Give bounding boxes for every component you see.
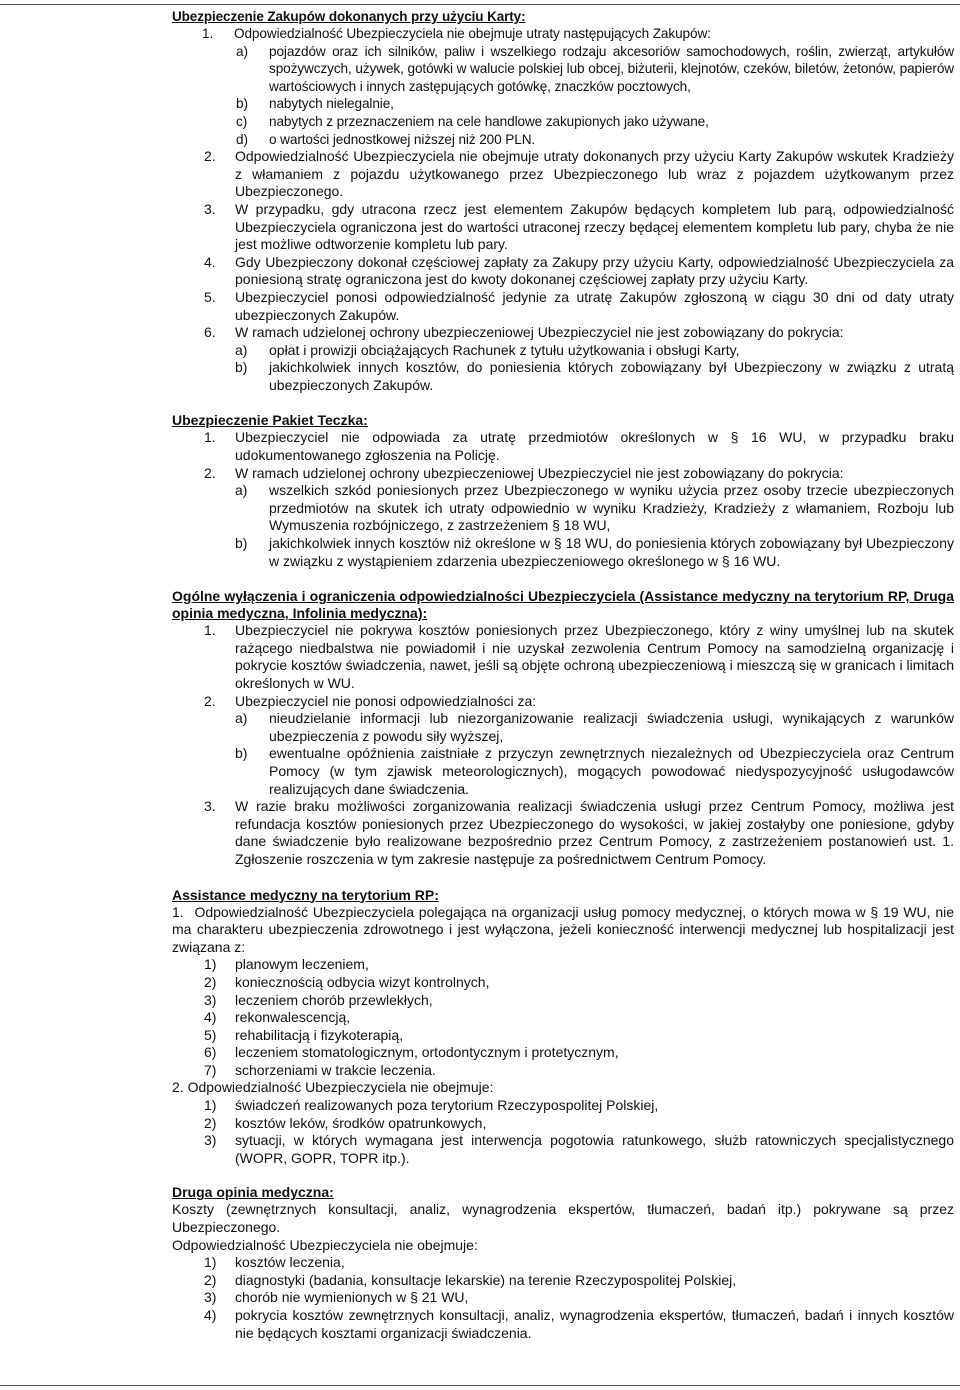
- list-item: [172, 1044, 954, 1062]
- item-text: kosztów leczenia,: [235, 1254, 345, 1271]
- item-number: 1.: [204, 429, 216, 446]
- item-number: 4.: [204, 253, 216, 270]
- list-item: [172, 974, 954, 992]
- item-text: W przypadku, gdy utracona rzecz jest elementem Zakupów będących kompletem lub parą, odpowiedzialność Ubezpieczyciela ograniczona jest do wartości utraconej rzeczy będącej elementem kompletu lub pary, chyba że nie jest możliwe odtworzenie kompletu lub pary.: [235, 200, 954, 253]
- sub-item-text: jakichkolwiek innych kosztów, do poniesienia których zobowiązany był Ubezpieczony w związku z utratą ubezpieczonych Zakupów.: [269, 359, 954, 393]
- item-number: 3.: [204, 200, 216, 217]
- spacer: [172, 570, 954, 588]
- item-number: 1.: [204, 622, 216, 639]
- list-item: [172, 201, 954, 254]
- list-item: [172, 324, 954, 342]
- list-item: [172, 1062, 954, 1080]
- item-text: rehabilitacją i fizykoterapią,: [235, 1026, 404, 1043]
- sub-item-marker: b): [235, 359, 248, 376]
- sub-item-marker: a): [235, 341, 248, 358]
- sub-item-text: nieudzielanie informacji lub niezorganizowanie realizacji świadczenia usługi, wynikających z warunków ubezpieczenia z powodu siły wyższej,: [269, 710, 954, 744]
- top-rule: [0, 4, 960, 5]
- sub-item: [172, 131, 954, 149]
- sub-item-marker: b): [236, 96, 248, 112]
- item-number: 4): [204, 1009, 217, 1026]
- sub-item: [172, 535, 954, 570]
- list-item: [172, 622, 954, 692]
- item-text: sytuacji, w których wymagana jest interwencja pogotowia ratunkowego, służb ratowniczych specjalistycznego (WOPR, GOPR, TOPR itp.).: [235, 1132, 954, 1166]
- sub-item-text: o wartości jednostkowej niższej niż 200 PLN.: [269, 131, 536, 147]
- item-number: 2): [204, 1271, 217, 1288]
- list-item: [172, 254, 954, 289]
- item-number: 1): [204, 1254, 217, 1271]
- sub-item: [172, 745, 954, 798]
- item-number: 2.: [204, 692, 216, 709]
- sub-item-text: ewentualne opóźnienia zaistniałe z przyczyn zewnętrznych niezależnych od Ubezpieczyciela oraz Centrum Pomocy (w tym zjawisk meteorologicznych), mogących powodować niedyspozycyjność usługodawców realizujących dane świadczenia.: [269, 745, 954, 797]
- section-zakupy: [172, 8, 954, 148]
- item-text: W ramach udzielonej ochrony ubezpieczeniowej Ubezpieczyciel nie jest zobowiązany do pokrycia:: [235, 324, 844, 341]
- paragraph: Koszty (zewnętrznych konsultacji, analiz, wynagrodzenia ekspertów, tłumaczeń, badań itp.) pokrywane są przez Ubezpieczonego.: [172, 1201, 954, 1236]
- list-item: [172, 1307, 954, 1342]
- item-text: Odpowiedzialność Ubezpieczyciela nie obejmuje utraty następujących Zakupów:: [234, 26, 711, 41]
- item-text: Ubezpieczyciel nie odpowiada za utratę przedmiotów określonych w § 16 WU, w przypadku braku udokumentowanego zgłoszenia na Policję.: [235, 429, 954, 464]
- sub-item-text: nabytych z przeznaczeniem na cele handlowe zakupionych jako używane,: [269, 113, 709, 129]
- list-item: [172, 25, 954, 43]
- section-title: Ubezpieczenie Pakiet Teczka:: [172, 412, 368, 429]
- list-item: [172, 1009, 954, 1027]
- list-item: [172, 992, 954, 1010]
- item-text: Ubezpieczyciel ponosi odpowiedzialność jedynie za utratę Zakupów zgłoszoną w ciągu 30 dni od daty utraty ubezpieczonych Zakupów.: [235, 288, 954, 323]
- item-text: schorzeniami w trakcie leczenia.: [235, 1061, 436, 1078]
- bottom-rule: [0, 1385, 960, 1386]
- section-zakupy-continued: [172, 148, 954, 1342]
- paragraph: [172, 1079, 954, 1097]
- list-item: [172, 798, 954, 868]
- sub-item-text: wszelkich szkód poniesionych przez Ubezpieczonego w wyniku użycia przez osoby trzecie ubezpieczonych przedmiotów na skutek ich utraty odpowiednio w wyniku Kradzieży, Kradzieży z włamaniem, Rozboju lub Wymuszenia rozbójniczego, z zastrzeżeniem § 18 WU,: [269, 482, 954, 534]
- item-text: planowym leczeniem,: [235, 956, 369, 973]
- item-text: świadczeń realizowanych poza terytorium Rzeczypospolitej Polskiej,: [235, 1097, 659, 1114]
- item-number: 6): [204, 1044, 217, 1061]
- section-title: Ogólne wyłączenia i ograniczenia odpowiedzialności Ubezpieczyciela (Assistance medyczny na terytorium RP, Druga opinia medyczna, Infolinia medyczna):: [172, 588, 954, 622]
- item-text: Odpowiedzialność Ubezpieczyciela polegająca na organizacji usług pomocy medycznej, o których mowa w § 19 WU, nie ma charakteru ubezpieczenia zdrowotnego i jest wyłączona, jeżeli konieczność interwencji medycznej lub hospitalizacji jest związana z:: [172, 903, 954, 955]
- item-number: 2.: [204, 464, 216, 481]
- list-item: [172, 1115, 954, 1133]
- item-text: W razie braku możliwości zorganizowania realizacji świadczenia usługi przez Centrum Pomocy, możliwa jest refundacja kosztów poniesionych przez Ubezpieczonego do wysokości, w jakiej zostałyby one poniesione, gdyby dane świadczenie było realizowane bezpośrednio przez Centrum Pomocy, z zastrzeżeniem postanowień ust. 1. Zgłoszenie roszczenia w tym zakresie następuje za pośrednictwem Centrum Pomocy.: [235, 798, 954, 867]
- item-number: 1): [204, 956, 217, 973]
- item-text: pokrycia kosztów zewnętrznych konsultacji, analiz, wynagrodzenia ekspertów, tłumaczeń, badań i innych kosztów nie będących kosztami organizacji świadczenia.: [235, 1307, 954, 1341]
- paragraph: [172, 904, 954, 957]
- item-number: 3): [204, 1289, 217, 1306]
- item-number: 1): [204, 1097, 217, 1114]
- spacer: [172, 394, 954, 412]
- item-text: leczeniem chorób przewlekłych,: [235, 991, 433, 1008]
- item-number: 1.: [202, 26, 214, 41]
- section-title: Assistance medyczny na terytorium RP:: [172, 886, 439, 903]
- list-item: [172, 1132, 954, 1167]
- item-number: 2.: [204, 148, 216, 165]
- list-item: [172, 1272, 954, 1290]
- list-item: [172, 429, 954, 464]
- sub-item: [172, 113, 954, 131]
- list-item: [172, 1289, 954, 1307]
- item-text: koniecznością odbycia wizyt kontrolnych,: [235, 973, 490, 990]
- item-number: 5): [204, 1026, 217, 1043]
- item-text: leczeniem stomatologicznym, ortodontycznym i protetycznym,: [235, 1044, 619, 1061]
- spacer: [172, 1167, 954, 1184]
- item-number: 3.: [204, 798, 216, 815]
- item-text: rekonwalescencją,: [235, 1009, 351, 1026]
- sub-item: [172, 43, 954, 96]
- item-number: 2): [204, 973, 217, 990]
- section-title: Ubezpieczenie Zakupów dokonanych przy użyciu Karty:: [172, 9, 526, 24]
- item-text: Ubezpieczyciel nie pokrywa kosztów poniesionych przez Ubezpieczonego, który z winy umyślnej lub na skutek rażącego niedbalstwa nie powiadomił i nie uzyskał zezwolenia Centrum Pomocy na samodzielną organizację i pokrycie kosztów świadczenia, nawet, jeśli są objęte ochroną ubezpieczeniową i mieszczą się w granicach i limitach określonych w WU.: [235, 622, 954, 691]
- item-number: 1.: [172, 903, 184, 920]
- item-number: 3): [204, 991, 217, 1008]
- list-item: [172, 1097, 954, 1115]
- sub-item: [172, 95, 954, 113]
- sub-item-marker: a): [236, 43, 248, 59]
- item-text: Gdy Ubezpieczony dokonał częściowej zapłaty za Zakupy przy użyciu Karty, odpowiedzialność Ubezpieczyciela za poniesioną stratę ograniczona jest do kwoty dokonanej częściowej zapłaty przy użyciu Karty.: [235, 253, 954, 288]
- section-title: Druga opinia medyczna:: [172, 1184, 334, 1201]
- document-page: [172, 8, 954, 1342]
- sub-item-marker: d): [236, 131, 248, 147]
- paragraph: Odpowiedzialność Ubezpieczyciela nie obejmuje:: [172, 1236, 478, 1253]
- item-text: Ubezpieczyciel nie ponosi odpowiedzialności za:: [235, 692, 537, 709]
- list-item: [172, 465, 954, 483]
- sub-item-marker: b): [235, 745, 248, 762]
- list-item: [172, 148, 954, 201]
- list-item: [172, 1254, 954, 1272]
- item-number: 7): [204, 1061, 217, 1078]
- item-text: Odpowiedzialność Ubezpieczyciela nie obejmuje:: [187, 1079, 494, 1096]
- spacer: [172, 869, 954, 887]
- item-text: diagnostyki (badania, konsultacje lekarskie) na terenie Rzeczypospolitej Polskiej,: [235, 1271, 737, 1288]
- list-item: [172, 956, 954, 974]
- sub-item-text: opłat i prowizji obciążających Rachunek z tytułu użytkowania i obsługi Karty,: [269, 341, 740, 358]
- item-number: 2): [204, 1114, 217, 1131]
- item-number: 6.: [204, 324, 216, 341]
- sub-item: [172, 710, 954, 745]
- sub-item-text: nabytych nielegalnie,: [269, 96, 394, 112]
- sub-item-marker: a): [235, 482, 248, 499]
- sub-item-marker: a): [235, 710, 248, 727]
- item-number: 3): [204, 1132, 217, 1149]
- item-number: 2.: [172, 1079, 184, 1096]
- item-text: chorób nie wymienionych w § 21 WU,: [235, 1289, 469, 1306]
- item-number: 5.: [204, 288, 216, 305]
- sub-item-marker: c): [236, 113, 248, 129]
- sub-item: [172, 359, 954, 394]
- item-text: W ramach udzielonej ochrony ubezpieczeniowej Ubezpieczyciel nie jest zobowiązany do pokrycia:: [235, 464, 844, 481]
- item-text: kosztów leków, środków opatrunkowych,: [235, 1114, 487, 1131]
- sub-item: [172, 342, 954, 360]
- list-item: [172, 1027, 954, 1045]
- list-item: [172, 289, 954, 324]
- sub-item: [172, 482, 954, 535]
- sub-item-text: pojazdów oraz ich silników, paliw i wszelkiego rodzaju akcesoriów samochodowych, roślin, zwierząt, artykułów spożywczych, używek, gotówki w walucie polskiej lub obcej, biżuterii, klejnotów, czeków, biletów, żetonów, papierów wartościowych i innych zastępujących gotówkę, znaczków pocztowych,: [269, 43, 954, 94]
- item-text: Odpowiedzialność Ubezpieczyciela nie obejmuje utraty dokonanych przy użyciu Karty Zakupów wskutek Kradzieży z włamaniem z pojazdu użytkowanego przez Ubezpieczonego lub wraz z pojazdem użytkowanym przez Ubezpieczonego.: [235, 148, 954, 200]
- item-number: 4): [204, 1307, 217, 1323]
- sub-item-text: jakichkolwiek innych kosztów niż określone w § 18 WU, do poniesienia których zobowiązany był Ubezpieczony w związku z wystąpieniem zdarzenia ubezpieczeniowego określonego w § 16 WU.: [269, 535, 954, 569]
- sub-item-marker: b): [235, 535, 248, 552]
- list-item: [172, 693, 954, 711]
